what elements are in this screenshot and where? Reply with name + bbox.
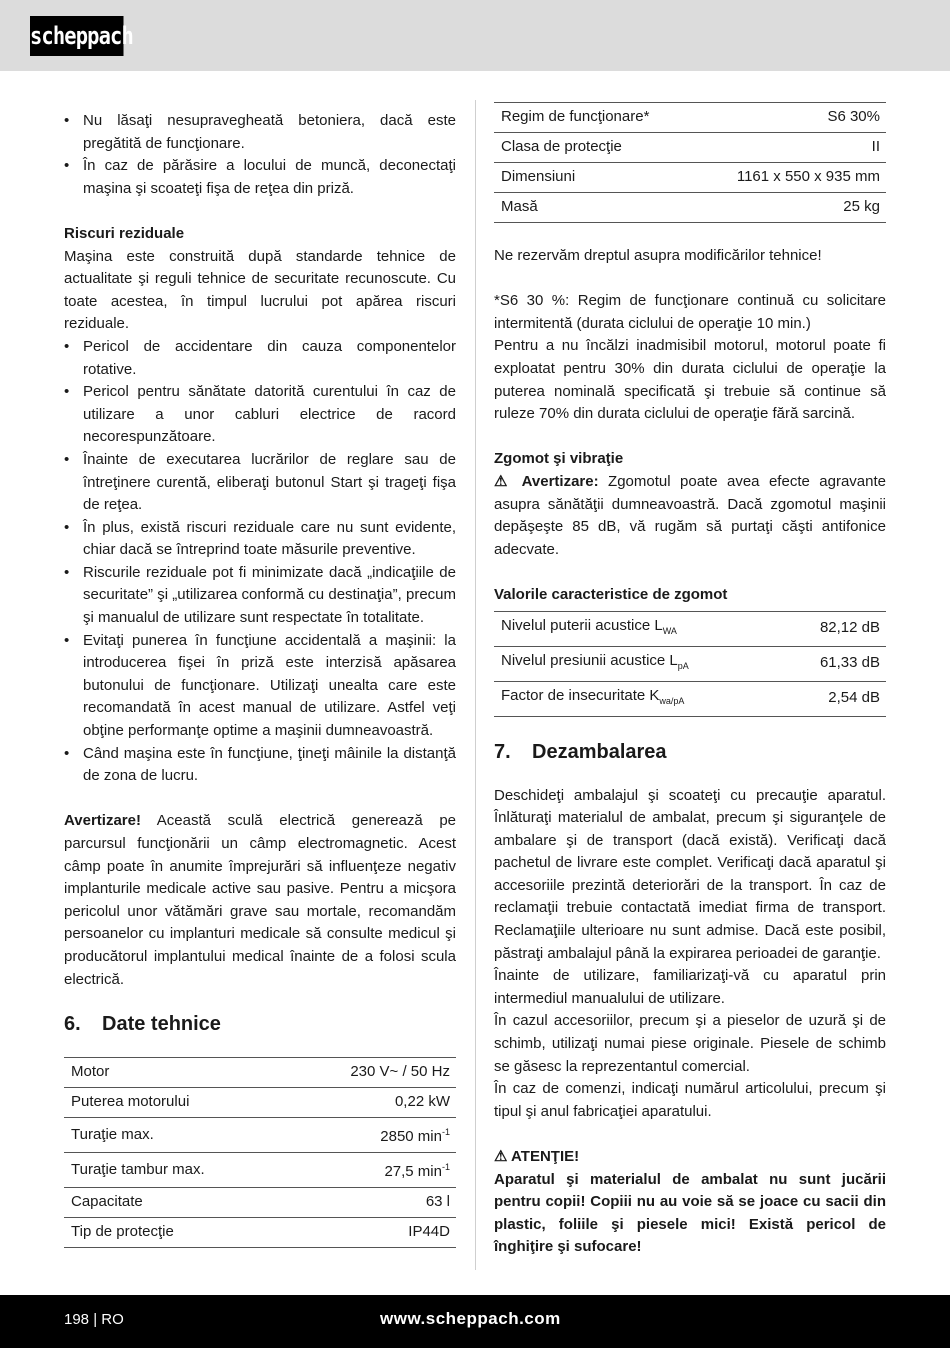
row-label	[64, 1188, 286, 1218]
paragraph: În caz de comenzi, indicaţi numărul articolului, precum şi tipul şi anul fabricaţiei aparatului.	[494, 1080, 886, 1120]
attention-label: ⚠ ATENŢIE!	[494, 1148, 580, 1165]
value-text: 230 V~ / 50 Hz	[350, 1063, 450, 1081]
section-number: 6.	[64, 1013, 81, 1036]
reserve-note: Ne rezervăm dreptul asupra modificărilor tehnice!	[494, 247, 822, 264]
paragraph: Deschideţi ambalajul şi scoateţi cu precauţie aparatul. Înlăturaţi materialul de ambalat, precum şi siguranţele de ambalare şi de transport (dacă există). Verificaţi dacă pachetul de livrare este complet. Verificaţi dacă aparatul şi accesoriile prezintă deteriorări de la transport. În caz de reclamaţii trebuie contactată imediat firma de transport. Reclamaţiile ulterioare nu sunt admise. Dacă este posibil, păstraţi ambalajul până la expirarea perioadei de garanţie.	[494, 786, 886, 962]
table-row	[494, 193, 886, 223]
row-label	[64, 1218, 286, 1248]
subscript: WA	[662, 625, 677, 636]
label-text: Puterea motorului	[71, 1093, 190, 1111]
label-text: Clasa de protecţie	[501, 138, 622, 155]
scheppach-logo: scheppach	[30, 16, 124, 56]
row-label	[494, 133, 693, 163]
values-heading: Valorile caracteristice de zgomot	[494, 585, 728, 603]
value-text: IP44D	[408, 1223, 450, 1241]
label-text: Nivelul presiunii acustice L	[501, 651, 678, 669]
superscript: -1	[441, 1162, 450, 1173]
label-text: Dimensiuni	[501, 168, 576, 185]
section-heading	[64, 1011, 456, 1037]
row-value	[286, 1088, 456, 1118]
table-row	[494, 611, 886, 646]
row-label	[64, 1118, 286, 1153]
value-text: S6 30%	[827, 108, 880, 125]
s6-note: *S6 30 %: Regim de funcţionare continuă cu solicitare intermitentă (durata ciclului de operaţie 10 min.)	[494, 292, 886, 332]
page-num: 198	[64, 1311, 90, 1328]
value-text: 27,5 min	[384, 1163, 442, 1181]
section-title: Date tehnice	[102, 1013, 221, 1036]
row-label	[494, 103, 693, 133]
warning-label: Avertizare!	[64, 812, 141, 830]
section-title: Dezambalarea	[532, 740, 667, 763]
noise-table	[494, 611, 886, 717]
table-row	[494, 681, 886, 716]
list-item: • Când maşina este în funcţiune, ţineţi mâinile la distanţă de zona de lucru.	[64, 743, 456, 788]
warning-label: ⚠ Avertizare:	[494, 472, 599, 490]
residual-text: Maşina este construită după standarde tehnice de actualitate şi reguli tehnice de securitate recunoscute. Cu toate acestea, în timpul lucrului pot apărea riscuri reziduale.	[64, 247, 456, 333]
value-text: 2,54 dB	[828, 689, 880, 706]
subscript: pA	[677, 660, 689, 671]
row-value	[286, 1218, 456, 1248]
tech-data-table	[64, 1057, 456, 1248]
label-text: Capacitate	[71, 1193, 143, 1211]
list-item: • Pericol pentru sănătate datorită curentului în caz de utilizare a unor cabluri electrice de racord necorespunzătoare.	[64, 381, 456, 449]
value-text: 0,22 kW	[394, 1093, 450, 1111]
row-value	[286, 1153, 456, 1188]
right-column	[494, 102, 886, 1259]
row-value	[693, 133, 886, 163]
value-text: 25 kg	[843, 198, 880, 215]
list-item: • Nu lăsaţi nesupravegheată betoniera, dacă este pregătită de funcţionare.	[64, 110, 456, 155]
table-row	[494, 163, 886, 193]
row-value	[781, 681, 886, 716]
value-text: 61,33 dB	[819, 654, 880, 671]
paragraph: Înainte de utilizare, familiarizaţi-vă cu aparatul prin intermediul manualului de utilizare.	[494, 967, 886, 1007]
superscript: -1	[441, 1127, 450, 1138]
warning-paragraph	[64, 810, 456, 991]
table-row	[64, 1088, 456, 1118]
row-value	[781, 611, 886, 646]
spec-table	[494, 102, 886, 223]
value-text: 1161 x 550 x 935 mm	[736, 168, 880, 185]
table-row	[64, 1218, 456, 1248]
label-text: Tip de protecţie	[71, 1223, 174, 1241]
label-text: Turaţie max.	[71, 1125, 154, 1143]
table-row	[494, 646, 886, 681]
page-header	[0, 0, 950, 71]
list-item: • Pericol de accidentare din cauza componentelor rotative.	[64, 336, 456, 381]
list-item: • În caz de părăsire a locului de muncă, deconectaţi maşina şi scoateţi fişa de reţea din priză.	[64, 155, 456, 200]
label-text: Nivelul puterii acustice L	[501, 616, 663, 634]
page-footer	[0, 1295, 950, 1348]
table-row	[64, 1188, 456, 1218]
label-text: Factor de insecuritate K	[501, 686, 660, 704]
row-value	[693, 193, 886, 223]
row-label	[64, 1058, 286, 1088]
row-label	[494, 193, 693, 223]
list-item: • Înainte de executarea lucrărilor de reglare sau de întreţinere curentă, eliberaţi butonul Start şi trageţi fişa de reţea.	[64, 449, 456, 517]
table-row	[64, 1058, 456, 1088]
language-code: RO	[101, 1311, 124, 1328]
row-label	[64, 1153, 286, 1188]
paragraph: În cazul accesoriilor, precum şi a pieselor de uzură şi de schimb, utilizaţi numai piese originale. Piesele de schimb se găsesc la reprezentantul comercial.	[494, 1012, 886, 1075]
label-text: Motor	[71, 1063, 110, 1081]
value-text: 63 l	[425, 1193, 450, 1211]
s6-text: Pentru a nu încălzi inadmisibil motorul, motorul poate fi exploatat pentru 30% din durata ciclului de operaţie la puterea nominală specificată şi trebuie să continue să ruleze 70% din durata ciclului de operaţie fără sarcină.	[494, 337, 886, 423]
warning-text: Zgomotul poate avea efecte agravante asupra sănătăţii dumneavoastră. Dacă zgomotul maşinii depăşeşte 85 dB, vă rugăm să purtaţi căşti antifonice adecvate.	[494, 472, 886, 558]
row-value	[286, 1058, 456, 1088]
section-number: 7.	[494, 740, 511, 763]
column-divider	[475, 100, 476, 1270]
row-label	[494, 646, 781, 681]
value-text: 2850 min	[380, 1128, 442, 1146]
row-value	[693, 103, 886, 133]
row-value	[286, 1118, 456, 1153]
list-item: • Riscurile reziduale pot fi minimizate dacă „indicaţiile de securitate” şi „utilizarea conformă cu destinaţia”, precum şi manualul de utilizare sunt respectate în totalitate.	[64, 562, 456, 630]
table-row	[64, 1153, 456, 1188]
row-value	[693, 163, 886, 193]
table-row	[494, 103, 886, 133]
warning-text: Această sculă electrică generează pe parcursul funcţionării un câmp electromagnetic. Acest câmp poate în anumite împrejurări să influenţeze negativ implanturile medicale active sau pasive. Pentru a micşora pericolul unor vătămări grave sau mortale, recomandăm persoanelor cu implanturi medicale să consulte medicul şi producătorul implantului medical înainte de a folosi scula electrică.	[64, 812, 456, 988]
bullet-list	[64, 336, 456, 788]
noise-warning	[494, 471, 886, 561]
noise-heading: Zgomot şi vibraţie	[494, 450, 624, 468]
page-number: 198 | RO	[64, 1311, 124, 1328]
list-item: • Evitaţi punerea în funcţiune accidentală a maşinii: la introducerea fişei în priză este interzisă apăsarea butonului de funcţionare. Utilizaţi unealta care este recomandată în acest manual de utilizare. Astfel veţi obţine performanţe optime a maşinii dumneavoastră.	[64, 630, 456, 743]
value-text: II	[871, 138, 880, 155]
unpack-text	[494, 785, 886, 1124]
value-text: 82,12 dB	[819, 619, 880, 636]
table-row	[494, 133, 886, 163]
label-text: Regim de funcţionare*	[501, 108, 650, 125]
row-label	[494, 611, 781, 646]
row-label	[494, 163, 693, 193]
bullet-list	[64, 110, 456, 200]
section-heading	[494, 739, 886, 765]
website-link[interactable]: www.scheppach.com	[380, 1309, 561, 1328]
label-text: Turaţie tambur max.	[71, 1160, 205, 1178]
label-text: Masă	[501, 198, 538, 215]
table-row	[64, 1118, 456, 1153]
attention-text: Aparatul şi materialul de ambalat nu sunt jucării pentru copii! Copiii nu au voie să se joace cu sacii din plastic, foliile şi piesele mici! Există pericol de înghiţire şi sufocare!	[494, 1170, 886, 1256]
row-value	[781, 646, 886, 681]
subscript: wa/pA	[659, 695, 685, 706]
residual-heading: Riscuri reziduale	[64, 224, 185, 242]
row-label	[64, 1088, 286, 1118]
list-item: • În plus, există riscuri reziduale care nu sunt evidente, chiar dacă se întreprind toate măsurile preventive.	[64, 517, 456, 562]
row-value	[286, 1188, 456, 1218]
left-column	[64, 110, 456, 1248]
row-label	[494, 681, 781, 716]
